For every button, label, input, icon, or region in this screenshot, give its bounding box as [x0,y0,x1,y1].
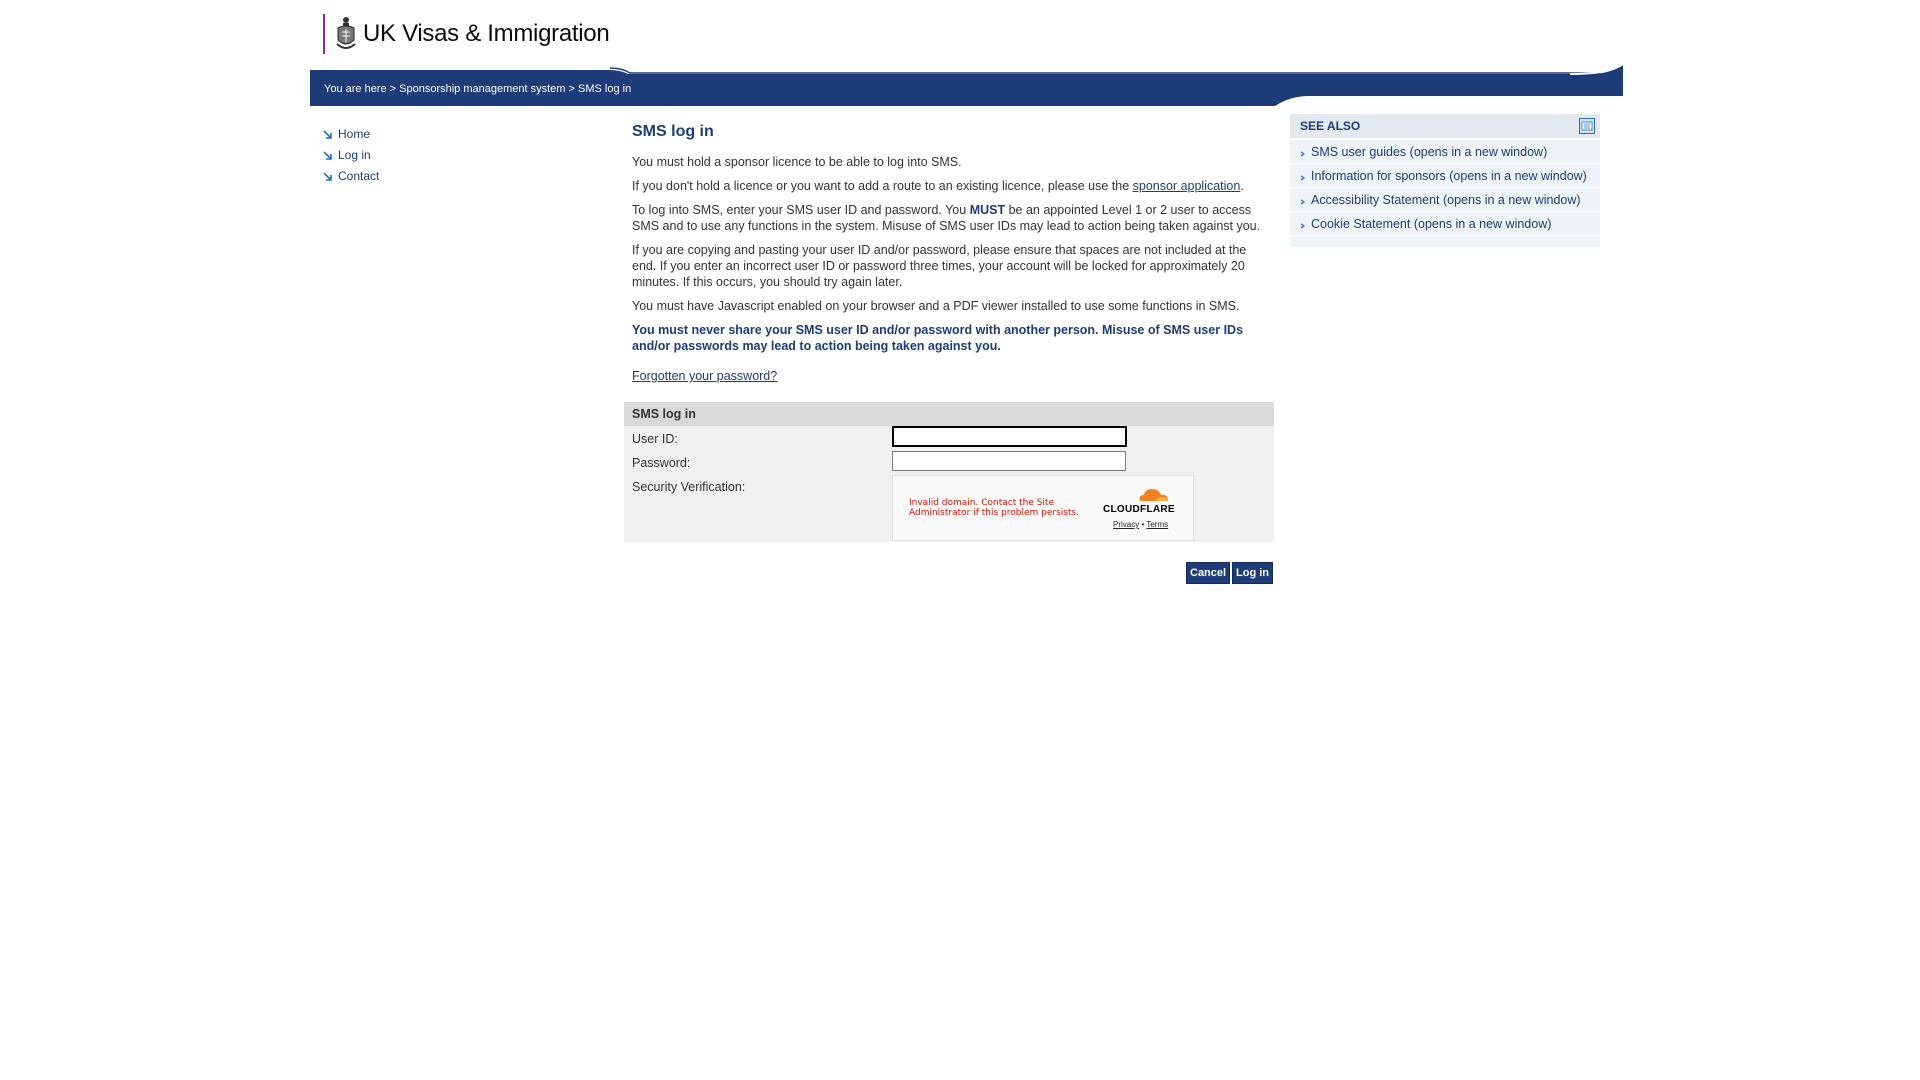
breadcrumb-prefix: You are here [324,83,387,95]
see-also-link-sms-user-guides[interactable] [1290,140,1600,164]
see-also-title: SEE ALSO [1300,119,1361,133]
page-title: SMS log in [632,123,714,140]
cancel-button[interactable]: Cancel [1186,562,1230,584]
arrow-down-right-icon [323,151,333,161]
nav-item-log-in[interactable] [323,144,379,165]
privacy-link[interactable]: Privacy [1113,520,1140,529]
window-list-icon [1579,118,1595,134]
turnstile-error-line: Administrator if this problem persists. [909,508,1080,518]
forgot-paragraph [632,368,1272,384]
arrow-down-right-icon [323,172,333,182]
see-also-link-label: Accessibility Statement (opens in a new window) [1311,192,1581,207]
login-form-heading: SMS log in [624,402,1274,426]
arrow-down-right-icon [323,130,333,140]
see-also-link-label: Information for sponsors (opens in a new window) [1311,168,1587,183]
cloudflare-cloud-icon [1136,486,1170,502]
ukvi-logo[interactable] [323,14,609,54]
javascript-paragraph: You must have Javascript enabled on your browser and a PDF viewer installed to use some functions in SMS. [632,299,1240,313]
text: If you don't hold a licence or you want to add a route to an existing licence, please use the [632,179,1133,193]
see-also-link-label: SMS user guides (opens in a new window) [1311,144,1548,159]
see-also-link-label: Cookie Statement (opens in a new window) [1311,216,1552,231]
chevron-right-icon [1300,151,1306,157]
cloudflare-brand: CLOUDFLARE [1103,504,1175,515]
see-also-link-information-for-sponsors[interactable] [1290,164,1600,188]
password-input[interactable] [892,451,1126,471]
forgotten-password-link[interactable]: Forgotten your password? [632,369,778,383]
turnstile-error [909,498,1079,518]
lockout-paragraph: If you are copying and pasting your user ID and/or password, please ensure that spaces are not included at the end. If you enter an incorrect user ID or password three times, your account will be locked for approximately 20 minutes. If this occurs, you should try again later. [632,243,1247,289]
log-in-button[interactable]: Log in [1232,562,1273,584]
user-id-input[interactable] [892,426,1127,447]
chevron-right-icon [1300,223,1306,229]
security-warning: You must never share your SMS user ID and/or password with another person. Misuse of SMS user IDs and/or passwords may lead to action being taken against you. [632,323,1244,353]
emphasis: MUST [969,203,1006,217]
see-also-panel [1290,114,1600,247]
breadcrumb-item: SMS log in [578,83,632,95]
text: be an appointed Level 1 or 2 user to access SMS and to use any functions in the system. Misuse of SMS user IDs may lead to action being taken against you. [632,203,1261,233]
password-label: Password: [632,456,691,470]
nav-item-contact[interactable] [323,165,379,186]
text: . [1240,179,1244,193]
user-id-label: User ID: [632,432,678,446]
intro-paragraph: You must hold a sponsor licence to be able to log into SMS. [632,155,962,169]
login-form [624,402,1274,542]
licence-paragraph [632,178,1272,194]
security-verification-label: Security Verification: [632,480,746,494]
sponsor-application-link[interactable]: sponsor application [1132,179,1241,193]
main-content [632,122,1272,392]
nav-item-home[interactable] [323,123,379,144]
breadcrumb-item[interactable]: Sponsorship management system [399,83,566,95]
see-also-link-cookie-statement[interactable] [1290,212,1600,236]
royal-crest-icon [335,14,357,54]
text: To log into SMS, enter your SMS user ID and password. You [632,203,970,217]
breadcrumb-sep: > [389,83,400,95]
see-also-header [1290,114,1600,140]
terms-link[interactable]: Terms [1146,520,1169,529]
login-instructions-paragraph [632,202,1272,234]
turnstile-links [1113,520,1168,529]
link-separator: • [1141,520,1145,529]
nav-item-label: Contact [338,168,380,183]
left-nav [323,123,379,186]
nav-item-label: Log in [338,147,371,162]
chevron-right-icon [1300,175,1306,181]
logo-text: UK Visas & Immigration [363,20,610,47]
logo-accent-bar [323,14,325,54]
turnstile-error-line: Invalid domain. Contact the Site [909,498,1054,508]
breadcrumb-sep: > [568,83,578,95]
see-also-link-accessibility-statement[interactable] [1290,188,1600,212]
nav-item-label: Home [338,126,371,141]
breadcrumb [324,83,631,95]
chevron-right-icon [1300,199,1306,205]
cloudflare-turnstile-widget[interactable] [892,475,1194,541]
